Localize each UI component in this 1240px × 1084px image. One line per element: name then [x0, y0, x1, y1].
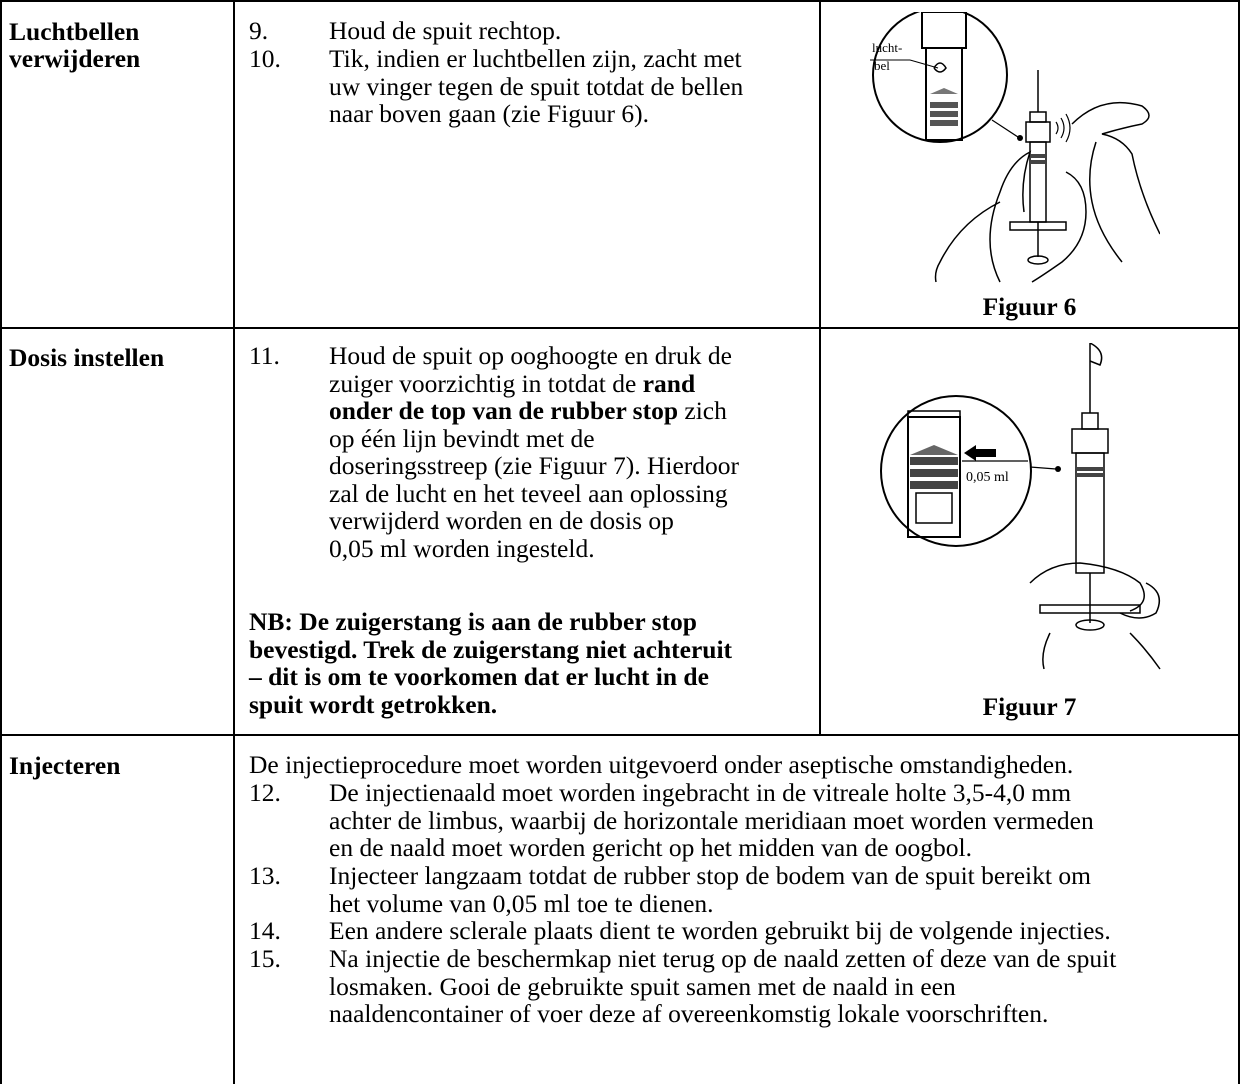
row-divider-1 — [0, 327, 1240, 329]
step-text: Tik, indien er luchtbellen zijn, zacht met uw vinger tegen de spuit totdat de bellen naar boven gaan (zie Figuur 6). — [329, 44, 744, 128]
figure-label: lucht- — [872, 40, 903, 55]
step-number: 10. — [249, 44, 281, 73]
step-number: 9. — [249, 16, 269, 45]
step-text: Houd de spuit op ooghoogte en druk de zuiger voorzichtig in totdat de rand onder de top van de rubber stop zich op één lijn bevindt met de doseringsstreep (zie Figuur 7). Hierdoor zal de lucht en het teveel aan oplossing verwijderd worden en de dosis op 0,05 ml worden ingesteld. — [329, 341, 740, 563]
step-number: 15. — [249, 944, 281, 973]
figure-6-caption: Figuur 6 — [982, 292, 1077, 321]
column-divider-2 — [819, 0, 821, 734]
step-text: Een andere sclerale plaats dient te worden gebruikt bij de volgende injecties. — [329, 916, 1111, 945]
table-border-top — [0, 0, 1240, 2]
intro-text: De injectieprocedure moet worden uitgevoerd onder aseptische omstandigheden. — [249, 750, 1074, 779]
step-text: Injecteer langzaam totdat de rubber stop de bodem van de spuit bereikt om het volume van 0,05 ml toe te dienen. — [329, 861, 1091, 918]
step-text: De injectienaald moet worden ingebracht in de vitreale holte 3,5-4,0 mm achter de limbus, waarbij de horizontale meridiaan moet worden vermeden en de naald moet worden gericht op het midden van de oogbol. — [329, 778, 1094, 862]
step-number: 12. — [249, 778, 281, 807]
figure-7-illustration — [880, 343, 1180, 673]
step-number: 13. — [249, 861, 281, 890]
figure-7-caption: Figuur 7 — [982, 692, 1077, 721]
figure-label: bel — [874, 58, 890, 73]
note-text: NB: De zuigerstang is aan de rubber stop bevestigd. Trek de zuigerstang niet achteruit – dit is om te voorkomen dat er lucht in de spuit wordt getrokken. — [249, 607, 733, 719]
dose-label: 0,05 ml — [966, 470, 1009, 485]
column-divider-1 — [233, 0, 235, 1084]
table-border-left — [0, 0, 2, 1084]
step-text: Houd de spuit rechtop. — [329, 16, 562, 45]
section-title-air-bubbles: Luchtbellen verwijderen — [9, 17, 141, 73]
section-title-inject: Injecteren — [9, 751, 121, 780]
step-number: 11. — [249, 341, 280, 370]
row-divider-2 — [0, 734, 1240, 736]
step-text: Na injectie de beschermkap niet terug op de naald zetten of deze van de spuit losmaken. Gooi de gebruikte spuit samen met de naald in een naaldencontainer of voer deze af overeenkomstig lokale voorschriften. — [329, 944, 1117, 1028]
step-number: 14. — [249, 916, 281, 945]
section-title-dose: Dosis instellen — [9, 343, 165, 372]
figure-6-illustration — [860, 12, 1160, 287]
